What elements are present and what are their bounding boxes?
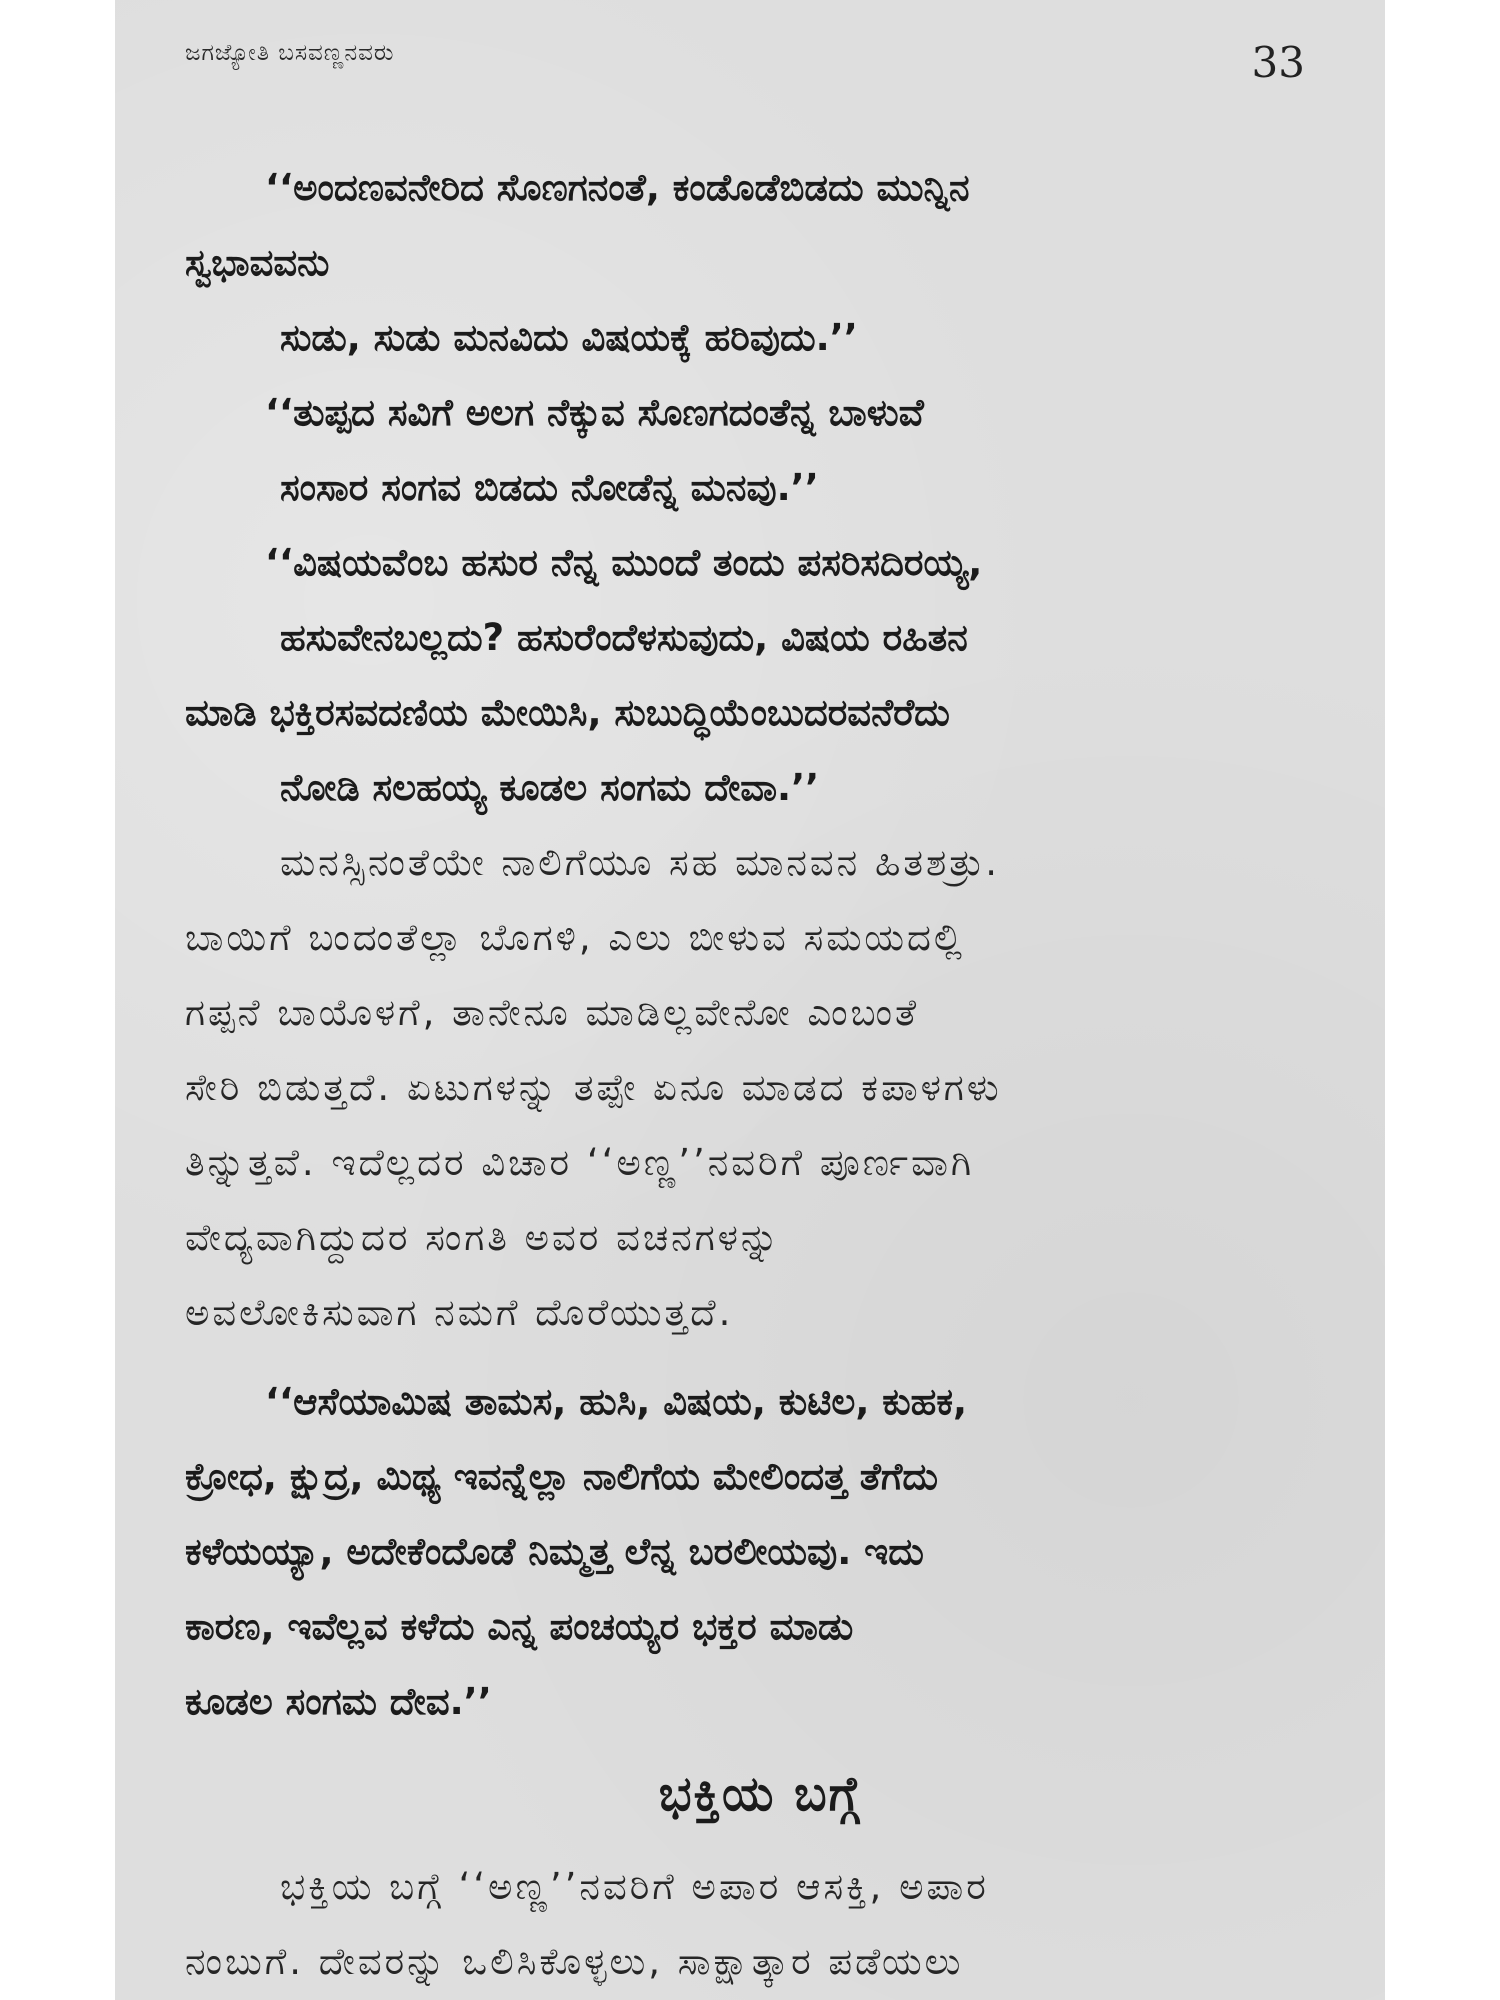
- text-line: ಕಾರಣ, ಇವೆಲ್ಲವ ಕಳೆದು ಎನ್ನ ಪಂಚಯ್ಯರ ಭಕ್ತರ ಮಾಡು: [185, 1605, 854, 1648]
- text-line: ಭಕ್ತಿಯ ಬಗ್ಗೆ ‘‘ಅಣ್ಣ’’ನವರಿಗೆ ಅಪಾರ ಆಸಕ್ತಿ, ಅಪಾರ: [280, 1865, 989, 1908]
- text-line: ನೋಡಿ ಸಲಹಯ್ಯ ಕೂಡಲ ಸಂಗಮ ದೇವಾ.’’: [280, 766, 820, 809]
- text-line: ಸಂಸಾರ ಸಂಗವ ಬಿಡದು ನೋಡೆನ್ನ ಮನವು.’’: [280, 466, 819, 509]
- text-line: ಸ್ವಭಾವವನು: [185, 241, 330, 284]
- vachana-quote-4: [185, 1364, 1335, 1739]
- text-line: ಹಸುವೇನಬಲ್ಲದು? ಹಸುರೆಂದೆಳಸುವುದು, ವಿಷಯ ರಹಿತನ: [280, 616, 968, 659]
- section-heading: ಭಕ್ತಿಯ ಬಗ್ಗೆ: [658, 1766, 862, 1822]
- vachana-quote-2: [185, 375, 1335, 525]
- text-line: ‘‘ತುಪ್ಪದ ಸವಿಗೆ ಅಲಗ ನೆಕ್ಕುವ ಸೊಣಗದಂತೆನ್ನ ಬಾಳುವೆ: [265, 391, 924, 434]
- text-line: ‘‘ಆಸೆಯಾಮಿಷ ತಾಮಸ, ಹುಸಿ, ವಿಷಯ, ಕುಟಿಲ, ಕುಹಕ,: [265, 1380, 968, 1423]
- page-body: [185, 150, 1335, 1999]
- text-line: ಕಳೆಯಯ್ಯಾ, ಅದೇಕೆಂದೊಡೆ ನಿಮ್ಮತ್ತ ಲೆನ್ನ ಬರಲೀಯವು. ಇದು: [185, 1530, 924, 1573]
- text-line: ಗಪ್ಪನೆ ಬಾಯೊಳಗೆ, ತಾನೇನೂ ಮಾಡಿಲ್ಲವೇನೋ ಎಂಬಂತೆ: [185, 991, 920, 1034]
- vachana-quote-1: [185, 150, 1335, 375]
- book-page: [115, 0, 1385, 2000]
- page-number: 33: [1251, 38, 1305, 87]
- text-line: ‘‘ವಿಷಯವೆಂಬ ಹಸುರ ನೆನ್ನ ಮುಂದೆ ತಂದು ಪಸರಿಸದಿರಯ್ಯ,: [265, 541, 983, 584]
- text-line: ಸೇರಿ ಬಿಡುತ್ತದೆ. ಏಟುಗಳನ್ನು ತಪ್ಪೇ ಏನೂ ಮಾಡದ ಕಪಾಳಗಳು: [185, 1066, 1002, 1109]
- text-line: ಕ್ರೋಧ, ಕ್ಷುದ್ರ, ಮಿಥ್ಯ ಇವನ್ನೆಲ್ಲಾ ನಾಲಿಗೆಯ ಮೇಲಿಂದತ್ತ ತೆಗೆದು: [185, 1455, 939, 1498]
- text-line: ಮನಸ್ಸಿನಂತೆಯೇ ನಾಲಿಗೆಯೂ ಸಹ ಮಾನವನ ಹಿತಶತ್ರು.: [280, 841, 1001, 884]
- text-line: ವೇದ್ಯವಾಗಿದ್ದುದರ ಸಂಗತಿ ಅವರ ವಚನಗಳನ್ನು: [185, 1216, 782, 1259]
- text-line: ನಂಬುಗೆ. ದೇವರನ್ನು ಒಲಿಸಿಕೊಳ್ಳಲು, ಸಾಕ್ಷಾತ್ಕಾರ ಪಡೆಯಲು: [185, 1940, 964, 1983]
- text-line: ಅವಲೋಕಿಸುವಾಗ ನಮಗೆ ದೊರೆಯುತ್ತದೆ.: [185, 1291, 734, 1334]
- text-line: ತಿನ್ನುತ್ತವೆ. ಇದೆಲ್ಲದರ ವಿಚಾರ ‘‘ಅಣ್ಣ’’ನವರಿಗೆ ಪೂರ್ಣವಾಗಿ: [185, 1141, 975, 1184]
- text-line: ಮಾಡಿ ಭಕ್ತಿರಸವದಣಿಯ ಮೇಯಿಸಿ, ಸುಬುದ್ಧಿಯೆಂಬುದರವನೆರೆದು: [185, 691, 950, 734]
- text-line: ಬಾಯಿಗೆ ಬಂದಂತೆಲ್ಲಾ ಬೊಗಳಿ, ಎಲು ಬೀಳುವ ಸಮಯದಲ್ಲಿ: [185, 916, 965, 959]
- prose-paragraph-1: [185, 825, 1335, 1350]
- text-line: ಕೂಡಲ ಸಂಗಮ ದೇವ.’’: [185, 1680, 492, 1723]
- running-title: ಜಗಜ್ಯೋತಿ ಬಸವಣ್ಣನವರು: [185, 40, 395, 66]
- vachana-quote-3: [185, 525, 1335, 825]
- text-line: ಸುಡು, ಸುಡು ಮನವಿದು ವಿಷಯಕ್ಕೆ ಹರಿವುದು.’’: [280, 316, 858, 359]
- prose-paragraph-2: [185, 1849, 1335, 1999]
- text-line: ‘‘ಅಂದಣವನೇರಿದ ಸೊಣಗನಂತೆ, ಕಂಡೊಡೆಬಿಡದು ಮುನ್ನಿನ: [265, 166, 970, 209]
